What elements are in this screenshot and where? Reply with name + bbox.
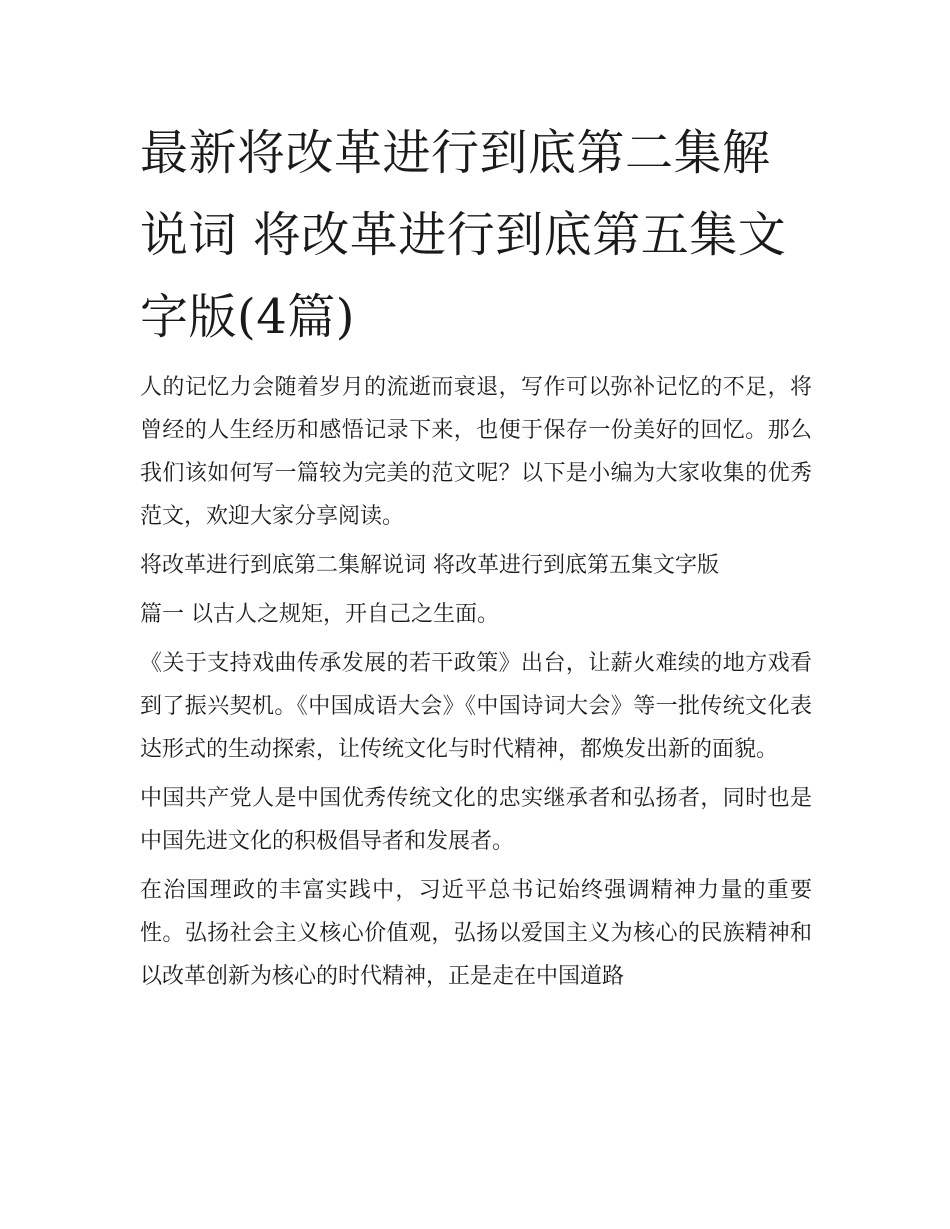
intro-paragraph: 人的记忆力会随着岁月的流逝而衰退，写作可以弥补记忆的不足，将曾经的人生经历和感悟记录下来，也便于保存一份美好的回忆。那么我们该如何写一篇较为完美的范文呢？以下是小编为大家收集的优秀范文，欢迎大家分享阅读。 [140, 375, 812, 529]
document-title: 最新将改革进行到底第二集解说词 将改革进行到底第五集文字版(4篇) [140, 125, 787, 345]
body-paragraph: 在治国理政的丰富实践中，习近平总书记始终强调精神力量的重要性。弘扬社会主义核心价值观，弘扬以爱国主义为核心的民族精神和以改革创新为核心的时代精神，正是走在中国道路 [140, 878, 812, 989]
section-heading: 将改革进行到底第二集解说词 将改革进行到底第五集文字版 [140, 553, 719, 578]
article-one-lead: 篇一 以古人之规矩，开自己之生面。 [140, 602, 499, 627]
document-page [140, 112, 812, 1004]
body-paragraph: 中国共产党人是中国优秀传统文化的忠实继承者和弘扬者，同时也是中国先进文化的积极倡导者和发展者。 [140, 786, 812, 854]
body-paragraph: 《关于支持戏曲传承发展的若干政策》出台，让薪火难续的地方戏看到了振兴契机。《中国成语大会》《中国诗词大会》等一批传统文化表达形式的生动探索，让传统文化与时代精神，都焕发出新的面貌。 [140, 651, 812, 762]
